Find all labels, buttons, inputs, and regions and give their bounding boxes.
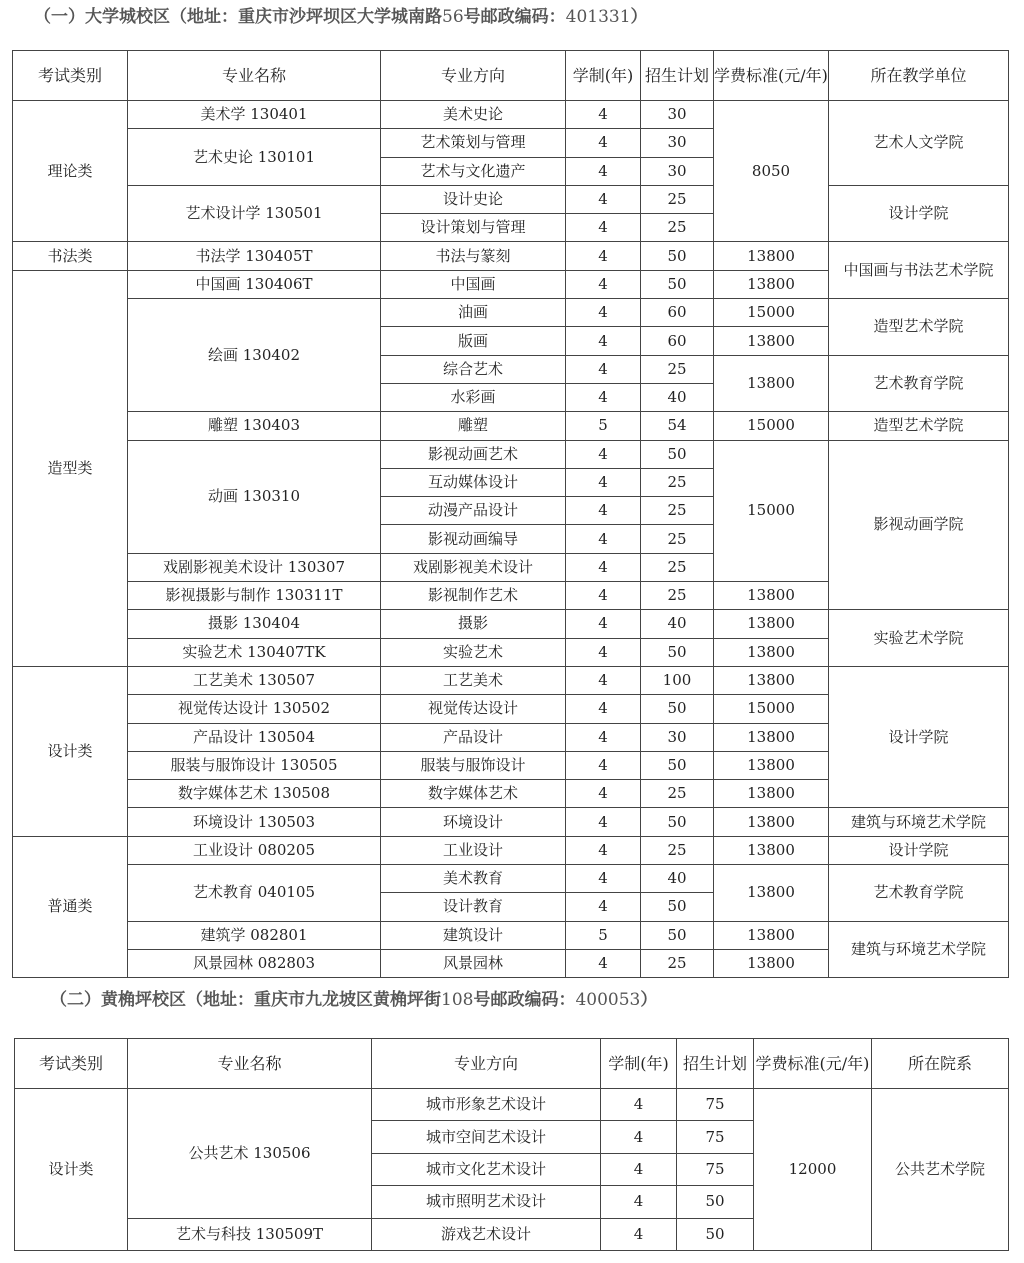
duration-cell: 4	[601, 1089, 677, 1121]
direction-cell: 服装与服饰设计	[381, 751, 566, 779]
fee-cell: 13800	[714, 836, 829, 864]
fee-cell: 13800	[714, 723, 829, 751]
fee-cell: 15000	[714, 299, 829, 327]
table-row	[13, 185, 1009, 213]
quota-cell: 25	[641, 553, 714, 581]
fee-cell: 13800	[714, 242, 829, 270]
quota-cell: 75	[677, 1153, 754, 1185]
direction-cell: 艺术与文化遗产	[381, 157, 566, 185]
direction-cell: 美术教育	[381, 865, 566, 893]
duration-cell: 4	[566, 525, 641, 553]
unit-cell: 设计学院	[829, 185, 1009, 242]
direction-cell: 戏剧影视美术设计	[381, 553, 566, 581]
fee-cell: 13800	[714, 751, 829, 779]
direction-cell: 城市形象艺术设计	[372, 1089, 601, 1121]
header-exam-type: 考试类别	[13, 51, 128, 101]
duration-cell: 4	[566, 383, 641, 411]
quota-cell: 30	[641, 101, 714, 129]
quota-cell: 25	[641, 836, 714, 864]
major-cell: 公共艺术 130506	[128, 1089, 372, 1219]
quota-cell: 30	[641, 129, 714, 157]
direction-cell: 设计教育	[381, 893, 566, 921]
major-cell: 建筑学 082801	[128, 921, 381, 949]
direction-cell: 城市文化艺术设计	[372, 1153, 601, 1185]
table-row	[13, 808, 1009, 836]
unit-cell: 影视动画学院	[829, 440, 1009, 610]
quota-cell: 25	[641, 780, 714, 808]
quota-cell: 50	[677, 1186, 754, 1218]
major-cell: 绘画 130402	[128, 299, 381, 412]
duration-cell: 4	[566, 157, 641, 185]
header-quota: 招生计划	[677, 1039, 754, 1089]
header-fee: 学费标准(元/年)	[754, 1039, 872, 1089]
table-row	[13, 101, 1009, 129]
major-cell: 艺术教育 040105	[128, 865, 381, 922]
direction-cell: 建筑设计	[381, 921, 566, 949]
direction-cell: 互动媒体设计	[381, 468, 566, 496]
major-cell: 摄影 130404	[128, 610, 381, 638]
direction-cell: 城市照明艺术设计	[372, 1186, 601, 1218]
duration-cell: 4	[566, 780, 641, 808]
fee-cell: 13800	[714, 638, 829, 666]
major-cell: 美术学 130401	[128, 101, 381, 129]
fee-cell: 8050	[714, 101, 829, 242]
duration-cell: 4	[566, 185, 641, 213]
duration-cell: 4	[566, 836, 641, 864]
quota-cell: 30	[641, 723, 714, 751]
exam-type-cell: 理论类	[13, 101, 128, 242]
header-exam-type: 考试类别	[15, 1039, 128, 1089]
duration-cell: 4	[566, 751, 641, 779]
quota-cell: 50	[641, 921, 714, 949]
direction-cell: 油画	[381, 299, 566, 327]
duration-cell: 4	[566, 808, 641, 836]
table-row	[13, 921, 1009, 949]
fee-cell: 13800	[714, 582, 829, 610]
direction-cell: 工业设计	[381, 836, 566, 864]
major-cell: 环境设计 130503	[128, 808, 381, 836]
header-fee: 学费标准(元/年)	[714, 51, 829, 101]
duration-cell: 4	[566, 638, 641, 666]
table-row	[13, 412, 1009, 440]
direction-cell: 书法与篆刻	[381, 242, 566, 270]
fee-cell: 13800	[714, 666, 829, 694]
duration-cell: 4	[566, 355, 641, 383]
direction-cell: 美术史论	[381, 101, 566, 129]
header-row	[13, 51, 1009, 101]
fee-cell: 13800	[714, 327, 829, 355]
quota-cell: 50	[677, 1218, 754, 1250]
table-row	[15, 1089, 1009, 1121]
header-quota: 招生计划	[641, 51, 714, 101]
quota-cell: 50	[641, 270, 714, 298]
quota-cell: 50	[641, 751, 714, 779]
quota-cell: 30	[641, 157, 714, 185]
direction-cell: 影视动画艺术	[381, 440, 566, 468]
fee-cell: 13800	[714, 949, 829, 977]
quota-cell: 25	[641, 582, 714, 610]
quota-cell: 40	[641, 610, 714, 638]
direction-cell: 艺术策划与管理	[381, 129, 566, 157]
header-major: 专业名称	[128, 1039, 372, 1089]
direction-cell: 动漫产品设计	[381, 497, 566, 525]
duration-cell: 4	[566, 865, 641, 893]
major-cell: 雕塑 130403	[128, 412, 381, 440]
header-direction: 专业方向	[372, 1039, 601, 1089]
campus2-table	[14, 1038, 1009, 1251]
fee-cell: 15000	[714, 440, 829, 581]
unit-cell: 实验艺术学院	[829, 610, 1009, 667]
duration-cell: 4	[566, 327, 641, 355]
table-row	[13, 666, 1009, 694]
direction-cell: 设计策划与管理	[381, 214, 566, 242]
major-cell: 影视摄影与制作 130311T	[128, 582, 381, 610]
exam-type-cell: 书法类	[13, 242, 128, 270]
duration-cell: 4	[566, 695, 641, 723]
quota-cell: 25	[641, 949, 714, 977]
major-cell: 戏剧影视美术设计 130307	[128, 553, 381, 581]
duration-cell: 4	[566, 129, 641, 157]
unit-cell: 中国画与书法艺术学院	[829, 242, 1009, 299]
fee-cell: 12000	[754, 1089, 872, 1251]
duration-cell: 4	[566, 553, 641, 581]
direction-cell: 工艺美术	[381, 666, 566, 694]
major-cell: 艺术与科技 130509T	[128, 1218, 372, 1250]
campus1-table-body	[13, 51, 1009, 978]
duration-cell: 5	[566, 412, 641, 440]
duration-cell: 4	[601, 1186, 677, 1218]
table-row	[13, 865, 1009, 893]
duration-cell: 4	[566, 270, 641, 298]
unit-cell: 造型艺术学院	[829, 412, 1009, 440]
table-row	[13, 440, 1009, 468]
campus1-table	[12, 50, 1009, 978]
major-cell: 书法学 130405T	[128, 242, 381, 270]
unit-cell: 艺术教育学院	[829, 865, 1009, 922]
major-cell: 工艺美术 130507	[128, 666, 381, 694]
duration-cell: 4	[566, 440, 641, 468]
direction-cell: 雕塑	[381, 412, 566, 440]
quota-cell: 100	[641, 666, 714, 694]
unit-cell: 造型艺术学院	[829, 299, 1009, 356]
direction-cell: 摄影	[381, 610, 566, 638]
fee-cell: 13800	[714, 270, 829, 298]
table-row	[13, 610, 1009, 638]
duration-cell: 4	[566, 299, 641, 327]
quota-cell: 25	[641, 497, 714, 525]
fee-cell: 15000	[714, 695, 829, 723]
quota-cell: 25	[641, 468, 714, 496]
table-row	[13, 299, 1009, 327]
duration-cell: 4	[566, 468, 641, 496]
quota-cell: 25	[641, 214, 714, 242]
fee-cell: 13800	[714, 355, 829, 412]
unit-cell: 建筑与环境艺术学院	[829, 808, 1009, 836]
fee-cell: 13800	[714, 780, 829, 808]
quota-cell: 25	[641, 525, 714, 553]
table-row	[13, 836, 1009, 864]
duration-cell: 4	[566, 893, 641, 921]
unit-cell: 艺术教育学院	[829, 355, 1009, 412]
direction-cell: 水彩画	[381, 383, 566, 411]
header-direction: 专业方向	[381, 51, 566, 101]
quota-cell: 75	[677, 1121, 754, 1153]
table-row	[13, 242, 1009, 270]
exam-type-cell: 设计类	[15, 1089, 128, 1251]
major-cell: 实验艺术 130407TK	[128, 638, 381, 666]
quota-cell: 75	[677, 1089, 754, 1121]
quota-cell: 50	[641, 242, 714, 270]
quota-cell: 50	[641, 808, 714, 836]
header-unit: 所在教学单位	[829, 51, 1009, 101]
quota-cell: 60	[641, 327, 714, 355]
direction-cell: 版画	[381, 327, 566, 355]
duration-cell: 4	[566, 497, 641, 525]
duration-cell: 4	[601, 1153, 677, 1185]
quota-cell: 50	[641, 893, 714, 921]
duration-cell: 4	[566, 610, 641, 638]
major-cell: 风景园林 082803	[128, 949, 381, 977]
direction-cell: 综合艺术	[381, 355, 566, 383]
campus1-heading: （一）大学城校区（地址：重庆市沙坪坝区大学城南路56号邮政编码：401331）	[34, 7, 648, 27]
major-cell: 艺术设计学 130501	[128, 185, 381, 242]
major-cell: 中国画 130406T	[128, 270, 381, 298]
direction-cell: 数字媒体艺术	[381, 780, 566, 808]
duration-cell: 4	[566, 242, 641, 270]
quota-cell: 25	[641, 185, 714, 213]
duration-cell: 4	[566, 666, 641, 694]
quota-cell: 54	[641, 412, 714, 440]
duration-cell: 4	[566, 101, 641, 129]
direction-cell: 影视动画编导	[381, 525, 566, 553]
unit-cell: 公共艺术学院	[872, 1089, 1009, 1251]
exam-type-cell: 设计类	[13, 666, 128, 836]
direction-cell: 游戏艺术设计	[372, 1218, 601, 1250]
campus2-heading: （二）黄桷坪校区（地址：重庆市九龙坡区黄桷坪街108号邮政编码：400053）	[50, 990, 658, 1010]
campus2-table-body	[15, 1039, 1009, 1251]
quota-cell: 60	[641, 299, 714, 327]
exam-type-cell: 普通类	[13, 836, 128, 977]
duration-cell: 4	[601, 1121, 677, 1153]
direction-cell: 产品设计	[381, 723, 566, 751]
major-cell: 动画 130310	[128, 440, 381, 553]
fee-cell: 15000	[714, 412, 829, 440]
major-cell: 工业设计 080205	[128, 836, 381, 864]
major-cell: 视觉传达设计 130502	[128, 695, 381, 723]
duration-cell: 4	[566, 723, 641, 751]
duration-cell: 5	[566, 921, 641, 949]
fee-cell: 13800	[714, 808, 829, 836]
direction-cell: 城市空间艺术设计	[372, 1121, 601, 1153]
fee-cell: 13800	[714, 865, 829, 922]
header-unit: 所在院系	[872, 1039, 1009, 1089]
unit-cell: 设计学院	[829, 666, 1009, 807]
unit-cell: 艺术人文学院	[829, 101, 1009, 186]
quota-cell: 50	[641, 638, 714, 666]
direction-cell: 环境设计	[381, 808, 566, 836]
duration-cell: 4	[566, 214, 641, 242]
fee-cell: 13800	[714, 921, 829, 949]
unit-cell: 设计学院	[829, 836, 1009, 864]
direction-cell: 中国画	[381, 270, 566, 298]
direction-cell: 视觉传达设计	[381, 695, 566, 723]
header-major: 专业名称	[128, 51, 381, 101]
direction-cell: 影视制作艺术	[381, 582, 566, 610]
fee-cell: 13800	[714, 610, 829, 638]
direction-cell: 实验艺术	[381, 638, 566, 666]
major-cell: 服装与服饰设计 130505	[128, 751, 381, 779]
header-row	[15, 1039, 1009, 1089]
major-cell: 艺术史论 130101	[128, 129, 381, 186]
duration-cell: 4	[601, 1218, 677, 1250]
header-duration: 学制(年)	[566, 51, 641, 101]
quota-cell: 40	[641, 383, 714, 411]
major-cell: 产品设计 130504	[128, 723, 381, 751]
direction-cell: 设计史论	[381, 185, 566, 213]
duration-cell: 4	[566, 582, 641, 610]
quota-cell: 40	[641, 865, 714, 893]
duration-cell: 4	[566, 949, 641, 977]
quota-cell: 50	[641, 440, 714, 468]
major-cell: 数字媒体艺术 130508	[128, 780, 381, 808]
unit-cell: 建筑与环境艺术学院	[829, 921, 1009, 978]
quota-cell: 50	[641, 695, 714, 723]
direction-cell: 风景园林	[381, 949, 566, 977]
exam-type-cell: 造型类	[13, 270, 128, 666]
header-duration: 学制(年)	[601, 1039, 677, 1089]
quota-cell: 25	[641, 355, 714, 383]
